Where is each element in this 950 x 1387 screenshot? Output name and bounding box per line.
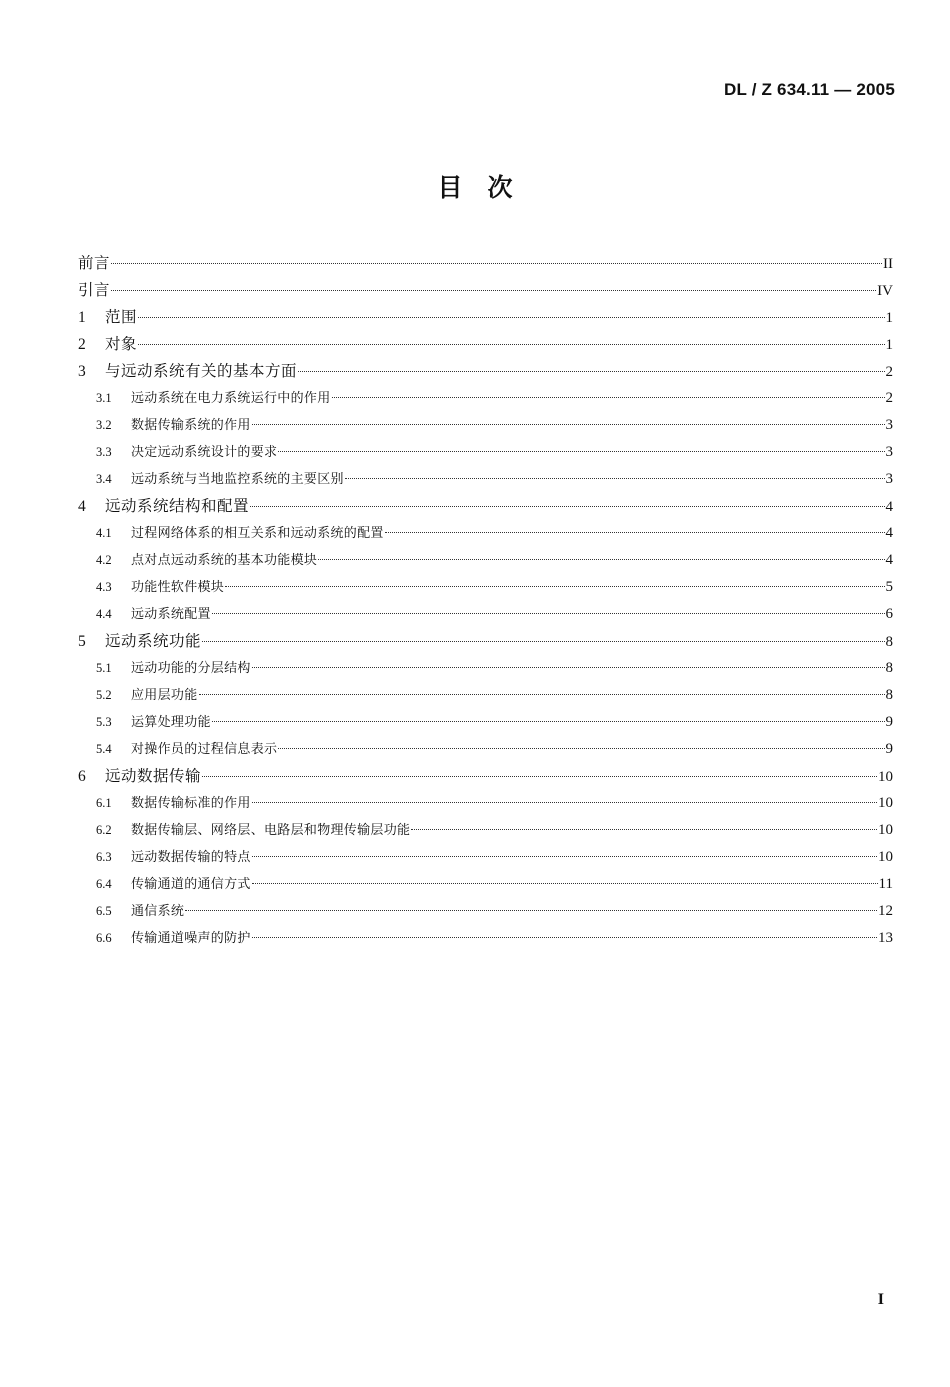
toc-entry-label: 范围 — [105, 308, 138, 326]
toc-entry-number: 5.1 — [96, 661, 112, 675]
toc-entry-number: 4.2 — [96, 553, 112, 567]
toc-entry-number: 5 — [78, 633, 86, 650]
toc-entry-number: 6.2 — [96, 823, 112, 837]
toc-dot-leader — [278, 451, 884, 452]
toc-entry-page: IV — [877, 283, 893, 299]
toc-entry[interactable] — [78, 547, 893, 574]
toc-dot-leader — [252, 424, 885, 425]
toc-entry-label: 远动系统配置 — [131, 607, 211, 622]
toc-entry-page: 2 — [885, 390, 893, 406]
toc-dot-leader — [185, 910, 877, 911]
toc-entry-page: 9 — [885, 741, 893, 757]
toc-entry-label: 功能性软件模块 — [131, 580, 225, 595]
toc-entry-number: 4.4 — [96, 607, 112, 621]
toc-dot-leader — [212, 721, 885, 722]
toc-entry-page: 10 — [878, 795, 893, 811]
toc-entry[interactable] — [78, 304, 893, 331]
toc-entry-page: 10 — [878, 822, 893, 838]
toc-entry-label: 对操作员的过程信息表示 — [131, 742, 278, 757]
toc-entry-number: 4.3 — [96, 580, 112, 594]
toc-entry-number: 3.3 — [96, 445, 112, 459]
toc-dot-leader — [252, 802, 877, 803]
toc-entry-label: 远动系统在电力系统运行中的作用 — [131, 391, 331, 406]
toc-entry-number: 6.1 — [96, 796, 112, 810]
toc-entry-number: 6.3 — [96, 850, 112, 864]
toc-entry-number: 3.4 — [96, 472, 112, 486]
toc-entry-label: 远动功能的分层结构 — [131, 661, 251, 676]
toc-entry[interactable] — [78, 277, 893, 304]
toc-dot-leader — [202, 641, 884, 642]
toc-entry[interactable] — [78, 574, 893, 601]
toc-entry-page: 8 — [885, 660, 893, 676]
toc-dot-leader — [212, 613, 885, 614]
toc-entry-page: 4 — [885, 499, 893, 515]
toc-entry-page: 8 — [885, 634, 893, 650]
toc-dot-leader — [225, 586, 884, 587]
toc-entry-label: 决定远动系统设计的要求 — [131, 445, 278, 460]
toc-entry-page: II — [883, 256, 893, 272]
toc-entry-page: 4 — [885, 552, 893, 568]
toc-entry[interactable] — [78, 601, 893, 628]
table-of-contents — [78, 250, 893, 952]
toc-entry-page: 3 — [885, 471, 893, 487]
toc-entry-page: 12 — [878, 903, 893, 919]
toc-dot-leader — [111, 290, 876, 291]
toc-entry-label: 传输通道的通信方式 — [131, 877, 251, 892]
toc-entry-number: 2 — [78, 336, 86, 353]
toc-dot-leader — [202, 776, 877, 777]
toc-entry-label: 远动数据传输的特点 — [131, 850, 251, 865]
toc-entry-label: 传输通道噪声的防护 — [131, 931, 251, 946]
toc-entry[interactable] — [78, 844, 893, 871]
toc-dot-leader — [318, 559, 884, 560]
toc-entry-label: 引言 — [78, 281, 111, 299]
toc-entry-page: 3 — [885, 444, 893, 460]
page-number: I — [877, 1291, 884, 1308]
toc-dot-leader — [111, 263, 882, 264]
toc-entry[interactable] — [78, 331, 893, 358]
toc-entry-page: 13 — [878, 930, 893, 946]
toc-entry-number: 6 — [78, 768, 86, 785]
toc-entry-page: 3 — [885, 417, 893, 433]
page-title: 目 次 — [437, 173, 513, 202]
toc-entry-page: 11 — [878, 876, 893, 892]
toc-entry-label: 数据传输标准的作用 — [131, 796, 251, 811]
toc-entry[interactable] — [78, 871, 893, 898]
toc-entry-number: 3 — [78, 363, 86, 380]
toc-entry-page: 6 — [885, 606, 893, 622]
toc-entry-page: 2 — [885, 364, 893, 380]
toc-entry-number: 3.1 — [96, 391, 112, 405]
toc-entry-page: 8 — [885, 687, 893, 703]
toc-entry-page: 5 — [885, 579, 893, 595]
toc-entry-number: 6.4 — [96, 877, 112, 891]
toc-dot-leader — [252, 937, 877, 938]
toc-entry-number: 5.4 — [96, 742, 112, 756]
toc-dot-leader — [332, 397, 885, 398]
toc-entry-page: 9 — [885, 714, 893, 730]
toc-entry-label: 前言 — [78, 254, 111, 272]
toc-entry-number: 1 — [78, 309, 86, 326]
toc-entry-number: 5.2 — [96, 688, 112, 702]
toc-entry-number: 5.3 — [96, 715, 112, 729]
toc-entry-page: 4 — [885, 525, 893, 541]
toc-entry-page: 10 — [878, 769, 893, 785]
toc-dot-leader — [385, 532, 885, 533]
toc-entry-number: 4.1 — [96, 526, 112, 540]
toc-entry-label: 数据传输层、网络层、电路层和物理传输层功能 — [131, 823, 411, 838]
toc-entry[interactable] — [78, 250, 893, 277]
toc-entry[interactable] — [78, 493, 893, 520]
toc-entry-number: 6.5 — [96, 904, 112, 918]
toc-entry-label: 应用层功能 — [131, 688, 198, 703]
toc-entry[interactable] — [78, 898, 893, 925]
toc-dot-leader — [345, 478, 885, 479]
toc-entry-label: 运算处理功能 — [131, 715, 211, 730]
toc-entry[interactable] — [78, 385, 893, 412]
toc-dot-leader — [138, 317, 884, 318]
toc-dot-leader — [252, 667, 885, 668]
toc-dot-leader — [278, 748, 884, 749]
toc-dot-leader — [411, 829, 877, 830]
toc-entry[interactable] — [78, 709, 893, 736]
toc-entry-label: 通信系统 — [131, 904, 185, 919]
toc-entry[interactable] — [78, 466, 893, 493]
toc-entry-label: 与远动系统有关的基本方面 — [105, 362, 298, 380]
toc-entry-label: 远动系统结构和配置 — [105, 497, 250, 515]
toc-entry-label: 远动数据传输 — [105, 767, 202, 785]
toc-dot-leader — [252, 883, 878, 884]
toc-entry[interactable] — [78, 736, 893, 763]
toc-entry[interactable] — [78, 520, 893, 547]
toc-entry-label: 数据传输系统的作用 — [131, 418, 251, 433]
toc-entry[interactable] — [78, 682, 893, 709]
toc-entry-label: 远动系统与当地监控系统的主要区别 — [131, 472, 344, 487]
toc-dot-leader — [252, 856, 877, 857]
toc-entry-number: 4 — [78, 498, 86, 515]
toc-dot-leader — [250, 506, 884, 507]
toc-dot-leader — [138, 344, 884, 345]
toc-entry-number: 3.2 — [96, 418, 112, 432]
toc-entry[interactable] — [78, 817, 893, 844]
toc-entry-number: 6.6 — [96, 931, 112, 945]
document-code: DL / Z 634.11 — 2005 — [724, 80, 895, 99]
toc-entry-page: 10 — [878, 849, 893, 865]
toc-entry-label: 远动系统功能 — [105, 632, 202, 650]
toc-entry-label: 点对点远动系统的基本功能模块 — [131, 553, 318, 568]
toc-entry[interactable] — [78, 412, 893, 439]
toc-entry-page: 1 — [885, 337, 893, 353]
toc-entry[interactable] — [78, 763, 893, 790]
toc-entry[interactable] — [78, 655, 893, 682]
toc-entry[interactable] — [78, 790, 893, 817]
toc-entry-label: 过程网络体系的相互关系和远动系统的配置 — [131, 526, 384, 541]
toc-entry-label: 对象 — [105, 335, 138, 353]
toc-entry[interactable] — [78, 925, 893, 952]
toc-entry[interactable] — [78, 628, 893, 655]
toc-dot-leader — [199, 694, 885, 695]
toc-dot-leader — [298, 371, 884, 372]
toc-entry[interactable] — [78, 358, 893, 385]
toc-entry[interactable] — [78, 439, 893, 466]
toc-entry-page: 1 — [885, 310, 893, 326]
